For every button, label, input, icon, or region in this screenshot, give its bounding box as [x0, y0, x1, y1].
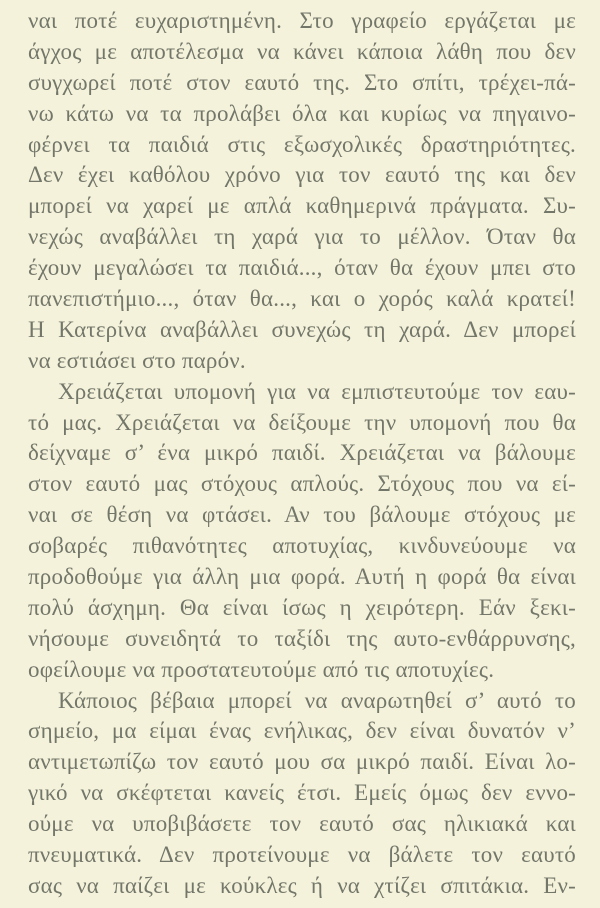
text-line: σας να παίζει με κούκλες ή να χτίζει σπιτάκια. Εν-	[28, 872, 576, 898]
text-line: πνευματικά. Δεν προτείνουμε να βάλετε τον εαυτό	[28, 842, 576, 868]
text-line: Η Κατερίνα αναβάλλει συνεχώς τη χαρά. Δεν μπορεί	[28, 316, 576, 342]
text-line: αντιμετωπίζω τον εαυτό μου σα μικρό παιδί. Είναι λο-	[28, 749, 576, 775]
paragraph	[28, 377, 576, 686]
text-line: άγχος με αποτέλεσμα να κάνει κάποια λάθη που δεν	[28, 38, 576, 64]
text-line: σοβαρές πιθανότητες αποτυχίας, κινδυνεύουμε να	[28, 533, 576, 559]
text-line: δείχναμε σ’ ένα μικρό παιδί. Χρειάζεται να βάλουμε	[28, 440, 576, 466]
text-line: νεχώς αναβάλλει τη χαρά για το μέλλον. Όταν θα	[28, 224, 576, 250]
text-line: νήσουμε συνειδητά το ταξίδι της αυτο-ενθάρρυνσης,	[28, 625, 576, 651]
text-line: φέρνει τα παιδιά στις εξωσχολικές δραστηριότητες.	[28, 131, 576, 157]
text-line: έχουν μεγαλώσει τα παιδιά..., όταν θα έχουν μπει στο	[28, 255, 576, 281]
text-line: γικό να σκέφτεται κανείς έτσι. Εμείς όμως δεν εννο-	[28, 780, 576, 806]
text-line: Δεν έχει καθόλου χρόνο για τον εαυτό της και δεν	[28, 162, 576, 188]
text-line: να εστιάσει στο παρόν.	[28, 347, 246, 373]
text-line: ούμε να υποβιβάσετε τον εαυτό σας ηλικιακά και	[28, 811, 576, 837]
text-line: Χρειάζεται υπομονή για να εμπιστευτούμε τον εαυ-	[58, 378, 576, 404]
text-block	[28, 6, 576, 908]
text-line: τό μας. Χρειάζεται να δείξουμε την υπομονή που θα	[28, 409, 576, 435]
text-line: ναι ποτέ ευχαριστημένη. Στο γραφείο εργάζεται με	[28, 8, 576, 33]
text-line: μπορεί να χαρεί με απλά καθημερινά πράγματα. Συ-	[28, 193, 576, 219]
text-line: πανεπιστήμιο..., όταν θα..., και ο χορός καλά κρατεί!	[28, 286, 576, 312]
text-line: νω κάτω να τα προλάβει όλα και κυρίως να πηγαινο-	[28, 100, 576, 126]
text-line: σημείο, μα είμαι ένας ενήλικας, δεν είναι δυνατόν ν’	[28, 718, 576, 744]
text-line: Κάποιος βέβαια μπορεί να αναρωτηθεί σ’ αυτό το	[58, 687, 576, 713]
text-line: πολύ άσχημη. Θα είναι ίσως η χειρότερη. Εάν ξεκι-	[28, 594, 576, 620]
paragraph	[28, 686, 576, 902]
paragraph	[28, 6, 576, 377]
text-line: συγχωρεί ποτέ στον εαυτό της. Στο σπίτι, τρέχει-πά-	[28, 69, 576, 95]
text-line: προδοθούμε για άλλη μια φορά. Αυτή η φορά θα είναι	[28, 564, 576, 590]
text-line: στον εαυτό μας στόχους απλούς. Στόχους που να εί-	[28, 471, 576, 497]
text-line: οφείλουμε να προστατευτούμε από τις αποτυχίες.	[28, 656, 495, 682]
text-line: ναι σε θέση να φτάσει. Αν του βάλουμε στόχους με	[28, 502, 576, 528]
